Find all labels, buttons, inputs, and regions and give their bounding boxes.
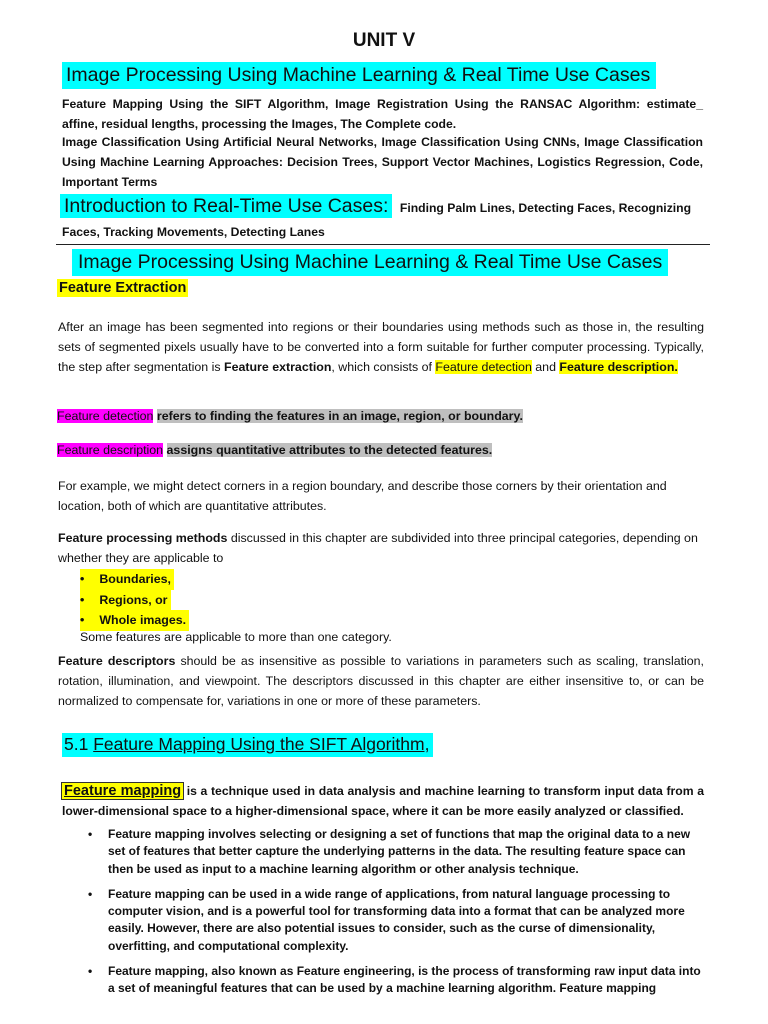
main-heading: Image Processing Using Machine Learning & Real Time Use Cases [62,62,656,89]
highlight-term: Feature mapping [64,783,182,799]
section-heading-wrap [72,249,668,276]
some-features-note: Some features are applicable to more than one category. [80,630,392,644]
feature-extraction-wrap [57,280,188,296]
definition-term: Feature description [57,443,164,457]
bullet: • [80,572,85,586]
section-5-1-heading [62,733,433,757]
section-divider [56,244,710,245]
list-item [80,569,189,590]
paragraph-feature-extraction [58,317,704,377]
topics-paragraph-1: Feature Mapping Using the SIFT Algorithm, Image Registration Using the RANSAC Algorithm: estimate_ affine, residual lengths, processing the Images, The Complete code. [62,97,703,131]
bold-term: Feature extraction [224,360,332,374]
bullet-text: Feature mapping, also known as Feature engineering, is the process of transforming raw input data into a set of meaningful features that can be used by a machine learning algorithm. Feature mapping [108,964,701,996]
bold-term: Feature descriptors [58,654,176,668]
intro-line [60,195,710,218]
text: should be as insensitive as possible to variations in parameters such as scaling, translation, rotation, illumination, and viewpoint. The descriptors discussed in this chapter are either insensitive to, or can be normalized to compensate for, variations in one or more of these parameters. [58,654,705,708]
bold-term: Feature processing methods [58,531,228,545]
feature-extraction-title: Feature Extraction [59,280,187,296]
category-text: Boundaries, [99,572,171,586]
list-item [80,590,189,611]
bullet: • [88,964,93,979]
highlight-term: Feature detection [435,360,532,374]
intro-heading: Introduction to Real-Time Use Cases: [60,194,392,218]
section-heading: Image Processing Using Machine Learning & Real Time Use Cases [72,249,668,276]
mapping-bullet-list [88,826,702,998]
paragraph-descriptors [58,651,704,711]
paragraph-example: For example, we might detect corners in a region boundary, and describe those corners by their orientation and location, both of which are quantitative attributes. [58,479,667,513]
main-heading-wrap [62,62,656,89]
intro-topics-continued: Faces, Tracking Movements, Detecting Lanes [62,225,325,239]
text: After an image has been segmented into regions or their boundaries using methods such as those in, the resulting sets of segmented pixels usually have to be converted into a form suitable for further computer processing. Typically, the step after segmentation is [58,320,704,374]
text: discussed in this chapter are subdivided into three principal categories, depending on whether they are applicable to [58,531,698,565]
list-item [88,886,702,955]
paragraph-methods [58,528,708,568]
section-number: 5.1 [64,734,89,754]
bullet-text: Feature mapping involves selecting or designing a set of functions that map the original data to a new set of features that better capture the underlying patterns in the data. The resulting feature space can then be used as input to a machine learning algorithm or other analysis technique. [108,827,691,876]
bullet: • [88,827,93,841]
category-text: Whole images. [99,613,187,627]
list-item [88,963,702,998]
category-text: Regions, or [99,592,168,607]
text: , which consists of [331,360,436,374]
intro-topics: Finding Palm Lines, Detecting Faces, Recognizing [399,201,692,215]
definition-detection [57,409,523,423]
bullet: • [80,592,85,607]
definition-term: Feature detection [57,409,154,423]
definition-text: assigns quantitative attributes to the detected features. [166,443,493,457]
definition-text: refers to finding the features in an image, region, or boundary. [156,409,523,423]
paragraph-feature-mapping [62,781,704,821]
category-list [80,569,189,631]
highlight-term: Feature description. [559,360,678,374]
list-item [88,826,702,878]
unit-title: UNIT V [352,30,416,51]
list-item [80,610,189,631]
definition-description [57,443,492,457]
bullet: • [80,613,85,627]
bullet: • [88,886,93,901]
text: and [531,360,560,374]
topics-paragraph-2: Image Classification Using Artificial Neural Networks, Image Classification Using CNNs, Image Classification Using Machine Learning Approaches: Decision Trees, Support Vector Machines, Logistics Regression, Code, Important Terms [62,135,703,189]
text: is a technique used in data analysis and machine learning to transform input data from a lower-dimensional space to a higher-dimensional space, where it can be more easily analyzed or classified. [62,784,704,818]
section-title: Feature Mapping Using the SIFT Algorithm, [93,734,430,754]
bullet-text: Feature mapping can be used in a wide range of applications, from natural language processing to computer vision, and is a powerful tool for transforming data into a format that can be analyzed more easily. However, there are also potential issues to consider, such as the curse of dimensionality, overfitting, and computational complexity. [108,886,685,953]
